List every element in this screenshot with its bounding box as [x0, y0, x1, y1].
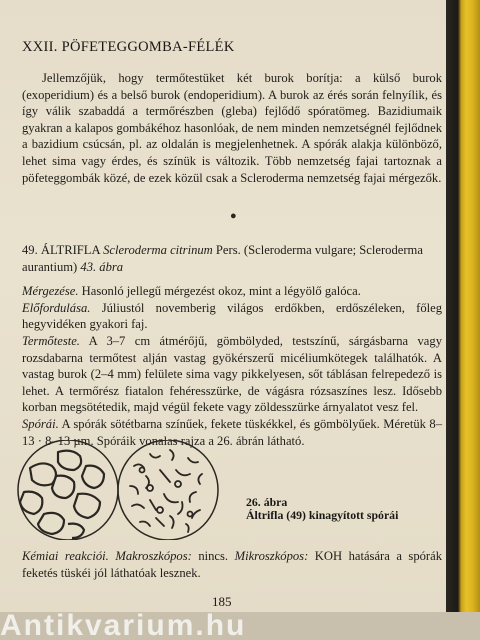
section-label: Spórái. [22, 416, 59, 431]
section-separator: ● [230, 210, 237, 222]
section-text: A spórák sötétbarna színűek, fekete tüskékkel, és gömbölyűek. Méretük 8–13 · 8–13 µm. Spóráik vonalas rajza a 26. ábrán látható. [22, 416, 442, 448]
chem-macro-label: Makroszkópos: [108, 549, 192, 563]
section-poisoning [22, 283, 442, 300]
spore-illustrations [0, 440, 446, 540]
figure-caption-title: 26. ábra [246, 495, 288, 509]
figure-caption [246, 496, 416, 522]
species-number-name: 49. ÁLTRIFLA [22, 243, 100, 257]
figure-caption-body: Áltrifla (49) kinagyított spórái [246, 508, 399, 522]
section-text: Hasonló jellegű mérgezést okoz, mint a légyölő galóca. [78, 284, 361, 299]
watermark-logo: Antikvarium.hu [0, 612, 247, 640]
species-latin-name: Scleroderma citrinum [103, 243, 213, 257]
section-text: Júliustól novemberig világos erdőkben, erdőszéleken, főleg hegyvidéken gyakori faj. [22, 300, 442, 332]
chem-micro-label: Mikroszkópos: [228, 549, 309, 563]
species-heading [22, 242, 442, 275]
chem-macro-text: nincs. [191, 549, 229, 563]
intro-section [22, 70, 442, 186]
spore-drawing-spiny [118, 440, 218, 540]
spore-drawing-reticulate [18, 440, 118, 540]
chemical-reactions [22, 548, 442, 581]
chem-label: Kémiai reakciói. [22, 549, 109, 563]
section-text: A 3–7 cm átmérőjű, gömbölyded, testszínű, sárgásbarna vagy rozsdabarna termőtest alján vastag gyökérszerű micéliumkötegek találhatók. A vastag burok (2–4 mm) felülete sima vagy pikkelyesen, sőt táblásan felrepedező is lehet. A termőrész fiatalon fehéresszürke, de vágásra rózsaszínes lesz. Idősebb korban megsötétedik, majd végül fekete vagy zöldesszürke árnyalatot vesz fel. [22, 333, 442, 415]
section-label: Mérgezése. [22, 284, 79, 299]
page-number: 185 [212, 594, 232, 609]
section-fruitbody [22, 333, 442, 416]
species-figure-ref: 43. ábra [80, 259, 124, 274]
book-cover-edge [446, 0, 480, 640]
species-entry [22, 242, 442, 449]
chem-micro-text: KOH hatására a spórák feketés tüskéi jól láthatóak lesznek. [22, 549, 442, 580]
intro-paragraph: Jellemzőjük, hogy termőtestüket két burok borítja: a külső burok (exoperidium) és a belső burok (endoperidium). A burok az érés során felnyílik, és így válik szabaddá a termőrészben (gleba) fejlődő spóratömeg. Bazidiumaik gyakran a kalapos gombákéhoz hasonlóak, de nem minden nemzetségnél fejlődnek a bazidium csúcsán, pl. az oldalán is megjelenhetnek. A spórák alakja különböző, lehet sima vagy érdes, és színük is változik. Több nemzetség fajai tartoznak a pöfeteggombák közé, de ezek közül csak a Scleroderma nemzetség fajai mérgezők. [22, 71, 442, 185]
chapter-title: XXII. PÖFETEGGOMBA-FÉLÉK [22, 39, 235, 55]
section-label: Termőteste. [22, 333, 80, 348]
species-synonyms: Pers. (Scleroderma vulgare; Scleroderma aurantium) [22, 243, 423, 274]
section-label: Előfordulása. [22, 300, 91, 315]
section-occurrence [22, 300, 442, 333]
